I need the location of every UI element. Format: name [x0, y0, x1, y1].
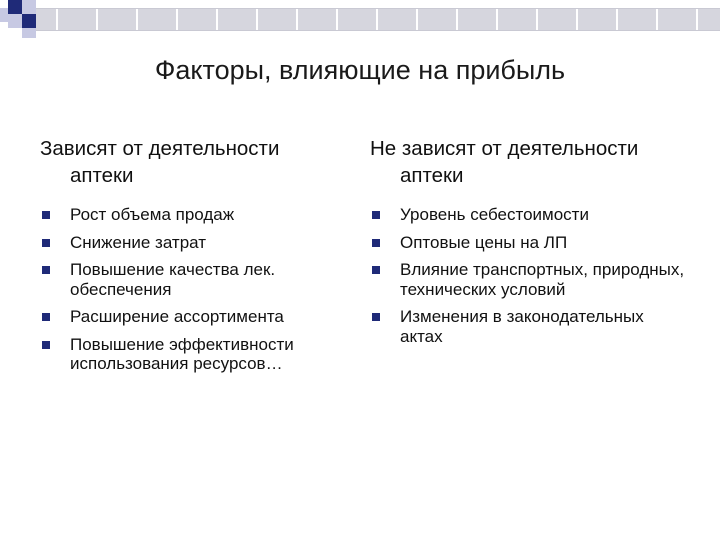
list-item	[40, 335, 340, 374]
square-bullet-icon	[372, 313, 380, 321]
decor-square	[22, 28, 36, 38]
square-bullet-icon	[42, 239, 50, 247]
square-bullet-icon	[42, 211, 50, 219]
list-item-text: Снижение затрат	[70, 232, 207, 252]
decor-square	[22, 14, 36, 28]
list-item-text: Повышение эффективности использования ресурсов…	[70, 334, 294, 373]
list-item-text: Оптовые цены на ЛП	[400, 232, 568, 252]
decor-square	[8, 14, 22, 28]
square-bullet-icon	[372, 239, 380, 247]
list-item-text: Изменения в законодательных актах	[400, 307, 644, 346]
square-bullet-icon	[42, 266, 50, 274]
list-item	[370, 260, 690, 299]
decorative-header-bar	[0, 0, 720, 40]
right-factor-list	[370, 205, 690, 346]
decor-square	[0, 8, 8, 22]
list-item-text: Рост объема продаж	[70, 205, 235, 224]
list-item-text: Повышение качества лек. обеспечения	[70, 260, 276, 299]
left-column-heading: Зависят от деятельности аптеки	[40, 137, 280, 187]
list-item	[40, 307, 340, 327]
decor-square	[8, 0, 22, 14]
list-item-text: Расширение ассортимента	[70, 307, 284, 326]
list-item	[40, 233, 340, 253]
list-item	[370, 205, 690, 225]
square-bullet-icon	[372, 211, 380, 219]
slide-title: Факторы, влияющие на прибыль	[154, 55, 566, 85]
decor-square	[22, 0, 36, 14]
right-column-heading: Не зависят от деятельности аптеки	[370, 137, 639, 187]
square-bullet-icon	[42, 341, 50, 349]
decor-strip	[36, 8, 720, 31]
square-bullet-icon	[42, 313, 50, 321]
list-item	[370, 233, 690, 253]
list-item	[40, 205, 340, 225]
square-bullet-icon	[372, 266, 380, 274]
left-factor-list	[40, 205, 340, 374]
list-item	[370, 307, 690, 346]
right-column	[370, 135, 690, 354]
list-item	[40, 260, 340, 299]
list-item-text: Влияние транспортных, природных, технических условий	[400, 260, 685, 299]
list-item-text: Уровень себестоимости	[400, 205, 589, 224]
left-column	[40, 135, 340, 382]
